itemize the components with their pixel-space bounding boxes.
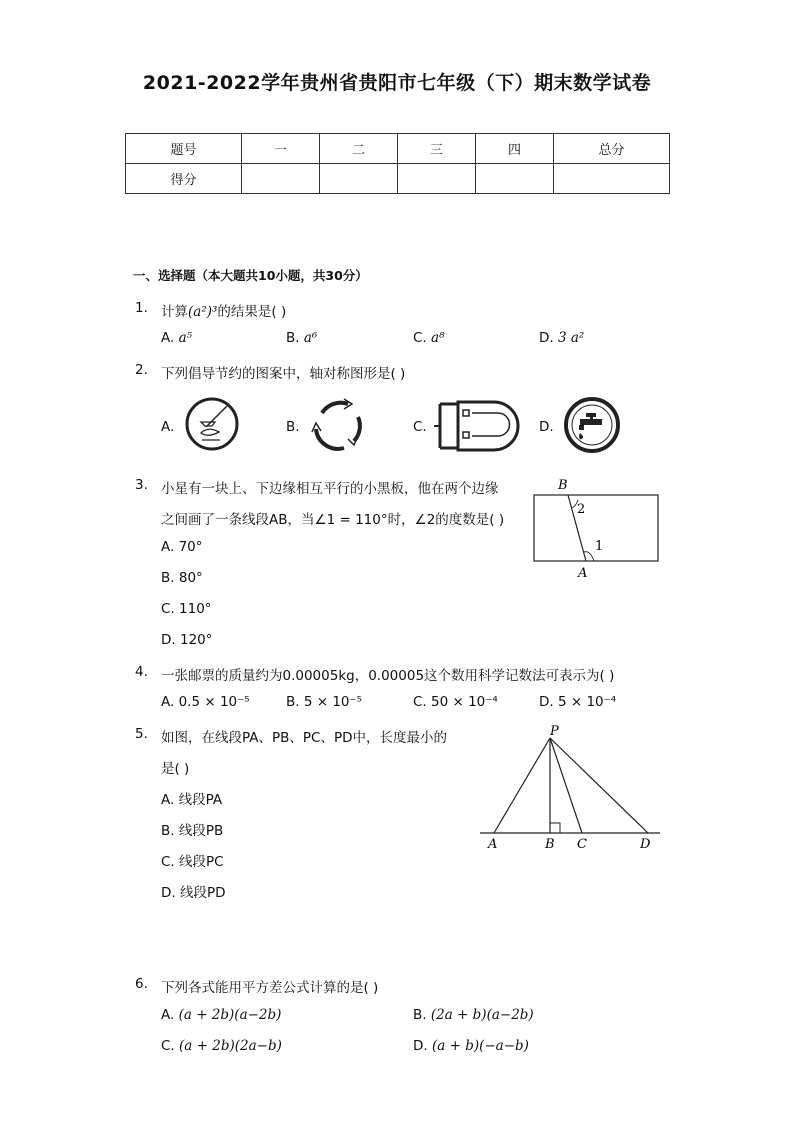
question-stem-line: 如图，在线段PA、PB、PC、PD中，长度最小的	[161, 730, 448, 746]
score-cell[interactable]	[242, 164, 320, 194]
option-text: 120°	[179, 632, 213, 648]
option-label: B.	[286, 330, 300, 346]
option[interactable]	[161, 539, 203, 555]
section-heading: 一、选择题（本大题共10小题，共30分）	[133, 268, 368, 283]
option-text: (a + 2b)(a−2b)	[178, 1007, 282, 1023]
option-label: B.	[161, 823, 175, 839]
option[interactable]	[539, 694, 616, 710]
option-text: 50 × 10⁻⁴	[431, 694, 498, 710]
option-label: A.	[161, 694, 175, 710]
option-label: C.	[161, 601, 175, 617]
option[interactable]	[161, 601, 212, 617]
option-label: D.	[413, 1038, 428, 1054]
option-label[interactable]: C.	[413, 419, 427, 435]
score-header-cell: 三	[398, 134, 476, 164]
option-text: 线段PC	[179, 854, 224, 870]
option-label: C.	[161, 854, 175, 870]
option-label[interactable]: A.	[161, 419, 175, 435]
score-cell[interactable]	[476, 164, 554, 194]
stem-prefix: 计算	[161, 304, 188, 320]
score-table	[125, 133, 670, 194]
blackboard-figure	[528, 476, 663, 580]
score-header-cell: 四	[476, 134, 554, 164]
option-text: 线段PD	[179, 885, 226, 901]
score-header-cell: 二	[320, 134, 398, 164]
option-label: C.	[413, 694, 427, 710]
option-label: D.	[161, 885, 176, 901]
option-text: 线段PA	[178, 792, 223, 808]
question-number: 4.	[135, 664, 148, 680]
option-text: 5 × 10⁻⁵	[303, 694, 363, 710]
option[interactable]	[161, 850, 224, 870]
point-label-b: B	[545, 837, 555, 852]
option[interactable]	[286, 330, 317, 346]
question-stem-line: 小星有一块上、下边缘相互平行的小黑板，他在两个边缘	[161, 481, 499, 497]
option-label[interactable]: D.	[539, 419, 554, 435]
angle-label-2: 2	[577, 502, 586, 517]
option-label[interactable]: B.	[286, 419, 300, 435]
score-cell[interactable]	[554, 164, 670, 194]
question-stem-line: 是( )	[161, 761, 190, 777]
option[interactable]	[413, 330, 444, 346]
point-label-a: A	[488, 837, 498, 852]
option[interactable]	[161, 1038, 282, 1054]
option-text: a⁶	[303, 330, 318, 346]
option-text: 110°	[179, 601, 212, 617]
option-label: A.	[161, 1007, 175, 1023]
score-header-cell: 一	[242, 134, 320, 164]
question-number: 3.	[135, 477, 148, 493]
stem-expression: (a²)³	[188, 304, 218, 320]
option-label: A.	[161, 539, 175, 555]
point-label-c: C	[577, 837, 587, 852]
option[interactable]	[161, 570, 203, 586]
score-header-cell: 总分	[554, 134, 670, 164]
option[interactable]	[161, 694, 250, 710]
water-faucet-sign-icon	[562, 395, 622, 455]
score-header-cell: 题号	[126, 134, 242, 164]
segments-figure	[478, 722, 664, 854]
option-label: D.	[161, 632, 176, 648]
option-label: B.	[286, 694, 300, 710]
question-number: 1.	[135, 300, 148, 316]
option[interactable]	[161, 788, 222, 808]
option[interactable]	[413, 1038, 529, 1054]
score-cell[interactable]	[320, 164, 398, 194]
option[interactable]	[161, 1007, 281, 1023]
question-number: 2.	[135, 362, 148, 378]
option-text: 70°	[178, 539, 203, 555]
point-label-d: D	[640, 837, 651, 852]
option-text: a⁸	[431, 330, 445, 346]
score-row-label: 得分	[126, 164, 242, 194]
option-text: 0.5 × 10⁻⁵	[178, 694, 250, 710]
score-cell[interactable]	[398, 164, 476, 194]
segment-pd	[550, 738, 648, 833]
question-number: 5.	[135, 726, 148, 742]
option[interactable]	[413, 1007, 534, 1023]
option-label: B.	[161, 570, 175, 586]
point-label-a: A	[578, 566, 588, 580]
angle-label-1: 1	[595, 539, 604, 554]
option-label: C.	[413, 330, 427, 346]
option-text: (a + b)(−a−b)	[431, 1038, 529, 1054]
option[interactable]	[413, 694, 498, 710]
option-label: D.	[539, 330, 554, 346]
page-title: 2021-2022学年贵州省贵阳市七年级（下）期末数学试卷	[142, 72, 652, 94]
no-washing-sign-icon	[184, 396, 240, 452]
option[interactable]	[161, 330, 192, 346]
option-text: (a + 2b)(2a−b)	[179, 1038, 282, 1054]
stem-suffix: 的结果是( )	[217, 304, 287, 320]
point-label-p: P	[550, 724, 559, 739]
option-label: A.	[161, 792, 175, 808]
option-label: B.	[413, 1007, 427, 1023]
question-stem	[161, 300, 286, 320]
score-table-header-row	[126, 134, 670, 164]
question-stem: 下列各式能用平方差公式计算的是( )	[161, 980, 379, 996]
segment-pc	[550, 738, 582, 833]
option-text: 3 a²	[557, 330, 585, 346]
option-text: (2a + b)(a−2b)	[430, 1007, 534, 1023]
option-label: D.	[539, 694, 554, 710]
option-text: 线段PB	[178, 823, 224, 839]
option[interactable]	[286, 694, 362, 710]
option-text: 80°	[178, 570, 203, 586]
question-stem: 下列倡导节约的图案中，轴对称图形是( )	[161, 366, 406, 382]
segment-pa	[494, 738, 550, 833]
option-text: 5 × 10⁻⁴	[557, 694, 617, 710]
right-angle-mark	[550, 823, 560, 833]
score-table-score-row	[126, 164, 670, 194]
option[interactable]	[539, 330, 584, 346]
question-number: 6.	[135, 976, 148, 992]
option-text: a⁵	[178, 330, 193, 346]
point-label-b: B	[558, 478, 568, 493]
option[interactable]	[161, 881, 226, 901]
option-label: A.	[161, 330, 175, 346]
question-stem: 一张邮票的质量约为0.00005kg，0.00005这个数用科学记数法可表示为( )	[161, 668, 615, 684]
option-label: C.	[161, 1038, 175, 1054]
recycle-arrows-icon	[308, 395, 368, 455]
option[interactable]	[161, 632, 213, 648]
power-plug-icon	[432, 398, 522, 454]
option[interactable]	[161, 819, 223, 839]
question-stem-line: 之间画了一条线段AB，当∠1 = 110°时，∠2的度数是( )	[161, 512, 505, 528]
